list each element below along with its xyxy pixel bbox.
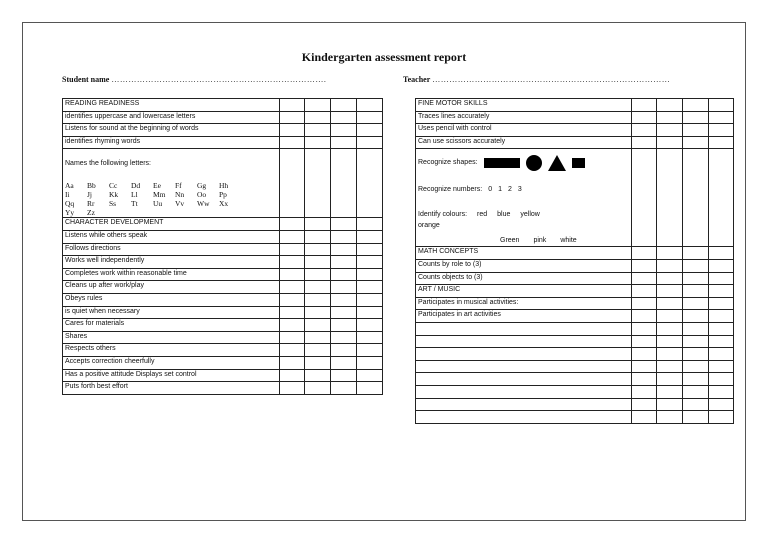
colour-word: pink	[533, 237, 547, 245]
character-item-mark-cell[interactable]	[305, 319, 331, 332]
art-music-header	[416, 285, 734, 298]
character-item-mark-cell[interactable]	[331, 281, 357, 294]
left-assessment-table	[62, 98, 383, 395]
letter-pair: Uu	[153, 199, 163, 209]
character-item-mark-cell[interactable]	[331, 319, 357, 332]
character-item-mark-cell[interactable]	[305, 356, 331, 369]
fine-motor-item-mark-cell[interactable]	[657, 124, 683, 137]
reading-item-mark-cell[interactable]	[305, 111, 331, 124]
identify-colours-line-2	[418, 236, 629, 246]
art-music-header-mark-cell[interactable]	[632, 285, 657, 298]
letters-cell	[63, 149, 280, 218]
empty-row-mark-cell[interactable]	[683, 335, 709, 348]
empty-row-mark-cell[interactable]	[683, 411, 709, 424]
reading-item-label: identifies uppercase and lowercase letters	[63, 111, 280, 124]
character-item	[63, 293, 383, 306]
fine-motor-header-mark-cell[interactable]	[632, 99, 657, 112]
fine-motor-item-mark-cell[interactable]	[683, 124, 709, 137]
student-name-field[interactable]	[62, 75, 326, 84]
empty-row-label	[416, 385, 632, 398]
art-item-mark-cell[interactable]	[632, 297, 657, 310]
empty-row-label	[416, 373, 632, 386]
character-item-mark-cell[interactable]	[280, 230, 305, 243]
empty-row-mark-cell[interactable]	[657, 373, 683, 386]
empty-row-mark-cell[interactable]	[709, 398, 734, 411]
character-item	[63, 344, 383, 357]
character-item	[63, 369, 383, 382]
math-concepts-header-mark-cell[interactable]	[657, 247, 683, 260]
character-item-label: Has a positive attitude Displays set control	[63, 369, 280, 382]
rectangle-icon	[484, 158, 520, 168]
empty-row-mark-cell[interactable]	[632, 335, 657, 348]
fine-motor-item-mark-cell[interactable]	[683, 136, 709, 149]
fine-motor-header-mark-cell[interactable]	[709, 99, 734, 112]
math-item-mark-cell[interactable]	[657, 259, 683, 272]
reading-item-mark-cell[interactable]	[357, 136, 383, 149]
letters-row	[63, 149, 383, 218]
character-item-mark-cell[interactable]	[357, 230, 383, 243]
character-item	[63, 256, 383, 269]
character-development-header-label: CHARACTER DEVELOPMENT	[63, 218, 280, 231]
character-item-label: Puts forth best effort	[63, 382, 280, 395]
empty-row	[416, 398, 734, 411]
letter-pair: Ss	[109, 199, 117, 209]
math-item-mark-cell[interactable]	[632, 259, 657, 272]
empty-row	[416, 335, 734, 348]
circle-icon	[526, 155, 542, 171]
character-item-mark-cell[interactable]	[280, 293, 305, 306]
art-item	[416, 297, 734, 310]
student-name-label: Student name	[62, 75, 110, 84]
character-development-header-mark-cell[interactable]	[305, 218, 331, 231]
reading-readiness-header-mark-cell[interactable]	[305, 99, 331, 112]
recognize-shapes-line	[418, 155, 629, 171]
empty-row-mark-cell[interactable]	[709, 411, 734, 424]
letter-pair: Pp	[219, 190, 227, 200]
fine-motor-item-mark-cell[interactable]	[632, 111, 657, 124]
fine-motor-item	[416, 111, 734, 124]
math-concepts-header-mark-cell[interactable]	[709, 247, 734, 260]
character-item-mark-cell[interactable]	[305, 268, 331, 281]
character-development-header-mark-cell[interactable]	[280, 218, 305, 231]
empty-row-mark-cell[interactable]	[632, 373, 657, 386]
character-item-label: Obeys rules	[63, 293, 280, 306]
character-development-header-mark-cell[interactable]	[357, 218, 383, 231]
empty-row-mark-cell[interactable]	[683, 398, 709, 411]
reading-item	[63, 136, 383, 149]
reading-readiness-header-label: READING READINESS	[63, 99, 280, 112]
empty-row-mark-cell[interactable]	[632, 411, 657, 424]
math-item-mark-cell[interactable]	[683, 259, 709, 272]
letter-pair: Ee	[153, 181, 161, 191]
math-item	[416, 272, 734, 285]
character-item-mark-cell[interactable]	[280, 281, 305, 294]
recognition-row-mark-cell[interactable]	[657, 149, 683, 247]
character-item-label: Respects others	[63, 344, 280, 357]
character-item-mark-cell[interactable]	[357, 268, 383, 281]
character-item-mark-cell[interactable]	[357, 256, 383, 269]
reading-item-mark-cell[interactable]	[305, 124, 331, 137]
teacher-field[interactable]	[403, 75, 670, 84]
character-item-mark-cell[interactable]	[280, 319, 305, 332]
number-item: 0	[488, 186, 493, 194]
letter-pair: Yy	[65, 208, 75, 218]
recognition-cell	[416, 149, 632, 247]
reading-item	[63, 111, 383, 124]
colour-word: orange	[418, 222, 440, 230]
math-item-mark-cell[interactable]	[657, 272, 683, 285]
letters-row-mark-cell[interactable]	[357, 149, 383, 218]
character-item-mark-cell[interactable]	[357, 319, 383, 332]
reading-item-mark-cell[interactable]	[331, 124, 357, 137]
letter-pair: Gg	[197, 181, 207, 191]
colour-word: blue	[497, 211, 511, 219]
math-item-mark-cell[interactable]	[683, 272, 709, 285]
names-letters-label: Names the following letters:	[65, 160, 151, 168]
identify-colours-line	[418, 209, 629, 231]
empty-row-mark-cell[interactable]	[683, 322, 709, 335]
fine-motor-item-mark-cell[interactable]	[657, 111, 683, 124]
recognition-row-mark-cell[interactable]	[683, 149, 709, 247]
math-concepts-header	[416, 247, 734, 260]
right-assessment-table	[415, 98, 734, 424]
empty-row-mark-cell[interactable]	[632, 398, 657, 411]
empty-row-mark-cell[interactable]	[657, 385, 683, 398]
character-item-mark-cell[interactable]	[357, 281, 383, 294]
character-item	[63, 306, 383, 319]
character-item-mark-cell[interactable]	[305, 293, 331, 306]
reading-item-mark-cell[interactable]	[280, 124, 305, 137]
character-item-mark-cell[interactable]	[305, 331, 331, 344]
art-item-label: Participates in musical activities:	[416, 297, 632, 310]
recognition-row	[416, 149, 734, 247]
letter-pair: Ll	[131, 190, 138, 200]
character-item	[63, 268, 383, 281]
math-item-label: Counts objects to (3)	[416, 272, 632, 285]
character-item-label: is quiet when necessary	[63, 306, 280, 319]
empty-row-label	[416, 360, 632, 373]
letter-pair: Aa	[65, 181, 74, 191]
character-development-header	[63, 218, 383, 231]
character-item-mark-cell[interactable]	[280, 243, 305, 256]
art-item-mark-cell[interactable]	[709, 297, 734, 310]
math-item	[416, 259, 734, 272]
reading-item-mark-cell[interactable]	[305, 136, 331, 149]
reading-readiness-header	[63, 99, 383, 112]
colour-word: Green	[500, 237, 520, 245]
character-item-mark-cell[interactable]	[357, 356, 383, 369]
empty-row-mark-cell[interactable]	[632, 322, 657, 335]
colour-word: red	[477, 211, 488, 219]
empty-row	[416, 322, 734, 335]
character-item-mark-cell[interactable]	[357, 344, 383, 357]
letter-pair: Ww	[197, 199, 210, 209]
empty-row-mark-cell[interactable]	[709, 373, 734, 386]
empty-row-label	[416, 322, 632, 335]
letter-pair: Hh	[219, 181, 229, 191]
character-item	[63, 382, 383, 395]
letter-pair: Qq	[65, 199, 75, 209]
letter-pair: Kk	[109, 190, 119, 200]
triangle-icon	[548, 155, 566, 171]
art-item-mark-cell[interactable]	[683, 310, 709, 323]
empty-row-mark-cell[interactable]	[657, 348, 683, 361]
colour-word: white	[560, 237, 577, 245]
empty-row	[416, 373, 734, 386]
art-item-label: Participates in art activities	[416, 310, 632, 323]
page-title: Kindergarten assessment report	[301, 50, 467, 64]
math-concepts-header-mark-cell[interactable]	[683, 247, 709, 260]
teacher-blank[interactable]: …………………………………………………………………………	[432, 75, 671, 84]
character-item-mark-cell[interactable]	[280, 356, 305, 369]
math-item-mark-cell[interactable]	[709, 259, 734, 272]
character-item-mark-cell[interactable]	[331, 256, 357, 269]
character-item-label: Cares for materials	[63, 319, 280, 332]
empty-row-mark-cell[interactable]	[683, 373, 709, 386]
character-item-mark-cell[interactable]	[331, 243, 357, 256]
character-item-label: Follows directions	[63, 243, 280, 256]
reading-readiness-header-mark-cell[interactable]	[357, 99, 383, 112]
letter-pair: Tt	[131, 199, 138, 209]
art-item-mark-cell[interactable]	[709, 310, 734, 323]
letters-line	[65, 190, 277, 199]
recognition-row-mark-cell[interactable]	[632, 149, 657, 247]
character-item-mark-cell[interactable]	[331, 306, 357, 319]
empty-row-mark-cell[interactable]	[657, 360, 683, 373]
character-item-mark-cell[interactable]	[331, 293, 357, 306]
art-item-mark-cell[interactable]	[657, 310, 683, 323]
fine-motor-item-label: Uses pencil with control	[416, 124, 632, 137]
letter-pair: Ii	[65, 190, 70, 200]
reading-item	[63, 124, 383, 137]
art-item-mark-cell[interactable]	[632, 310, 657, 323]
fine-motor-item-mark-cell[interactable]	[709, 124, 734, 137]
letters-line	[65, 208, 277, 217]
letter-pair: Mm	[153, 190, 166, 200]
number-item: 2	[508, 186, 512, 194]
character-item	[63, 331, 383, 344]
character-item-mark-cell[interactable]	[331, 344, 357, 357]
reading-item-mark-cell[interactable]	[357, 124, 383, 137]
empty-row-mark-cell[interactable]	[657, 322, 683, 335]
character-item-mark-cell[interactable]	[280, 256, 305, 269]
recognize-shapes-label: Recognize shapes:	[418, 159, 478, 167]
letter-pair: Nn	[175, 190, 185, 200]
fine-motor-item-mark-cell[interactable]	[632, 124, 657, 137]
math-item-mark-cell[interactable]	[632, 272, 657, 285]
art-item-mark-cell[interactable]	[657, 297, 683, 310]
character-item-mark-cell[interactable]	[305, 256, 331, 269]
empty-row-mark-cell[interactable]	[709, 385, 734, 398]
fine-motor-item-mark-cell[interactable]	[632, 136, 657, 149]
empty-row-mark-cell[interactable]	[709, 360, 734, 373]
recognize-numbers-line	[418, 185, 629, 195]
empty-row-label	[416, 398, 632, 411]
empty-row	[416, 360, 734, 373]
character-item	[63, 319, 383, 332]
empty-row-mark-cell[interactable]	[683, 360, 709, 373]
student-name-blank[interactable]: ………………………………………………………………….	[111, 75, 327, 84]
math-concepts-header-label: MATH CONCEPTS	[416, 247, 632, 260]
character-item-mark-cell[interactable]	[357, 293, 383, 306]
empty-row-mark-cell[interactable]	[657, 335, 683, 348]
reading-item-mark-cell[interactable]	[331, 111, 357, 124]
empty-row-label	[416, 335, 632, 348]
empty-row-mark-cell[interactable]	[632, 348, 657, 361]
character-item-label: Works well independently	[63, 256, 280, 269]
character-item-mark-cell[interactable]	[280, 369, 305, 382]
letter-pair: Jj	[87, 190, 93, 200]
character-item-mark-cell[interactable]	[357, 382, 383, 395]
reading-item-label: Listens for sound at the beginning of words	[63, 124, 280, 137]
identify-colours-label: Identify colours:	[418, 211, 468, 219]
character-item-mark-cell[interactable]	[280, 306, 305, 319]
character-item-mark-cell[interactable]	[331, 268, 357, 281]
letter-pair: Xx	[219, 199, 229, 209]
character-item-mark-cell[interactable]	[357, 306, 383, 319]
fine-motor-item-mark-cell[interactable]	[683, 111, 709, 124]
math-item-mark-cell[interactable]	[709, 272, 734, 285]
character-item-mark-cell[interactable]	[305, 230, 331, 243]
letters-line	[65, 199, 277, 208]
empty-row-label	[416, 348, 632, 361]
colour-word: yellow	[520, 211, 540, 219]
character-item-mark-cell[interactable]	[331, 230, 357, 243]
character-item-mark-cell[interactable]	[331, 331, 357, 344]
reading-item-mark-cell[interactable]	[331, 136, 357, 149]
empty-row-mark-cell[interactable]	[657, 398, 683, 411]
art-item-mark-cell[interactable]	[683, 297, 709, 310]
teacher-label: Teacher	[403, 75, 431, 84]
character-item-mark-cell[interactable]	[280, 382, 305, 395]
fine-motor-item-mark-cell[interactable]	[657, 136, 683, 149]
art-music-header-mark-cell[interactable]	[709, 285, 734, 298]
fine-motor-item-label: Can use scissors accurately	[416, 136, 632, 149]
recognize-numbers-label: Recognize numbers:	[418, 186, 483, 194]
art-music-header-mark-cell[interactable]	[657, 285, 683, 298]
character-item-label: Listens while others speak	[63, 230, 280, 243]
fine-motor-item	[416, 136, 734, 149]
letters-row-mark-cell[interactable]	[305, 149, 331, 218]
number-item: 1	[498, 186, 503, 194]
letters-row-mark-cell[interactable]	[280, 149, 305, 218]
letter-pair: Rr	[87, 199, 95, 209]
empty-row-mark-cell[interactable]	[709, 322, 734, 335]
reading-item-mark-cell[interactable]	[280, 136, 305, 149]
art-music-header-label: ART / MUSIC	[416, 285, 632, 298]
letters-row-mark-cell[interactable]	[331, 149, 357, 218]
character-item	[63, 356, 383, 369]
character-item-mark-cell[interactable]	[305, 344, 331, 357]
character-item-mark-cell[interactable]	[357, 369, 383, 382]
letter-pair: Bb	[87, 181, 96, 191]
character-item-mark-cell[interactable]	[331, 356, 357, 369]
character-item-label: Cleans up after work/play	[63, 281, 280, 294]
fine-motor-header-mark-cell[interactable]	[657, 99, 683, 112]
square-icon	[572, 158, 585, 168]
fine-motor-item-mark-cell[interactable]	[709, 136, 734, 149]
character-item-mark-cell[interactable]	[305, 243, 331, 256]
empty-row-mark-cell[interactable]	[709, 335, 734, 348]
letters-grid	[65, 181, 277, 217]
empty-row-mark-cell[interactable]	[683, 348, 709, 361]
character-item-mark-cell[interactable]	[305, 369, 331, 382]
math-item-label: Counts by role to (3)	[416, 259, 632, 272]
empty-row-mark-cell[interactable]	[709, 348, 734, 361]
number-item: 3	[517, 186, 522, 194]
reading-item-label: identifies rhyming words	[63, 136, 280, 149]
character-item-mark-cell[interactable]	[331, 382, 357, 395]
letter-pair: Ff	[175, 181, 182, 191]
art-item	[416, 310, 734, 323]
reading-readiness-header-mark-cell[interactable]	[280, 99, 305, 112]
reading-item-mark-cell[interactable]	[280, 111, 305, 124]
fine-motor-header-mark-cell[interactable]	[683, 99, 709, 112]
letter-pair: Cc	[109, 181, 118, 191]
character-item-mark-cell[interactable]	[280, 268, 305, 281]
character-item-mark-cell[interactable]	[280, 344, 305, 357]
reading-item-mark-cell[interactable]	[357, 111, 383, 124]
letter-pair: Dd	[131, 181, 141, 191]
letter-pair: Zz	[87, 208, 95, 218]
empty-row-mark-cell[interactable]	[632, 360, 657, 373]
fine-motor-header	[416, 99, 734, 112]
character-item-mark-cell[interactable]	[331, 369, 357, 382]
character-item-mark-cell[interactable]	[305, 382, 331, 395]
letter-pair: Vv	[175, 199, 185, 209]
character-development-header-mark-cell[interactable]	[331, 218, 357, 231]
character-item-label: Shares	[63, 331, 280, 344]
letters-line	[65, 181, 277, 190]
character-item-mark-cell[interactable]	[280, 331, 305, 344]
character-item	[63, 230, 383, 243]
character-item-mark-cell[interactable]	[357, 331, 383, 344]
character-item	[63, 281, 383, 294]
character-item-mark-cell[interactable]	[305, 281, 331, 294]
empty-row	[416, 348, 734, 361]
character-item	[63, 243, 383, 256]
recognition-row-mark-cell[interactable]	[709, 149, 734, 247]
empty-row-mark-cell[interactable]	[632, 385, 657, 398]
character-item-mark-cell[interactable]	[357, 243, 383, 256]
character-item-label: Completes work within reasonable time	[63, 268, 280, 281]
empty-row	[416, 385, 734, 398]
fine-motor-item-label: Traces lines accurately	[416, 111, 632, 124]
reading-readiness-header-mark-cell[interactable]	[331, 99, 357, 112]
art-music-header-mark-cell[interactable]	[683, 285, 709, 298]
empty-row-label	[416, 411, 632, 424]
character-item-mark-cell[interactable]	[305, 306, 331, 319]
empty-row	[416, 411, 734, 424]
character-item-label: Accepts correction cheerfully	[63, 356, 280, 369]
empty-row-mark-cell[interactable]	[657, 411, 683, 424]
empty-row-mark-cell[interactable]	[683, 385, 709, 398]
fine-motor-header-label: FINE MOTOR SKILLS	[416, 99, 632, 112]
letter-pair: Oo	[197, 190, 207, 200]
math-concepts-header-mark-cell[interactable]	[632, 247, 657, 260]
fine-motor-item	[416, 124, 734, 137]
fine-motor-item-mark-cell[interactable]	[709, 111, 734, 124]
